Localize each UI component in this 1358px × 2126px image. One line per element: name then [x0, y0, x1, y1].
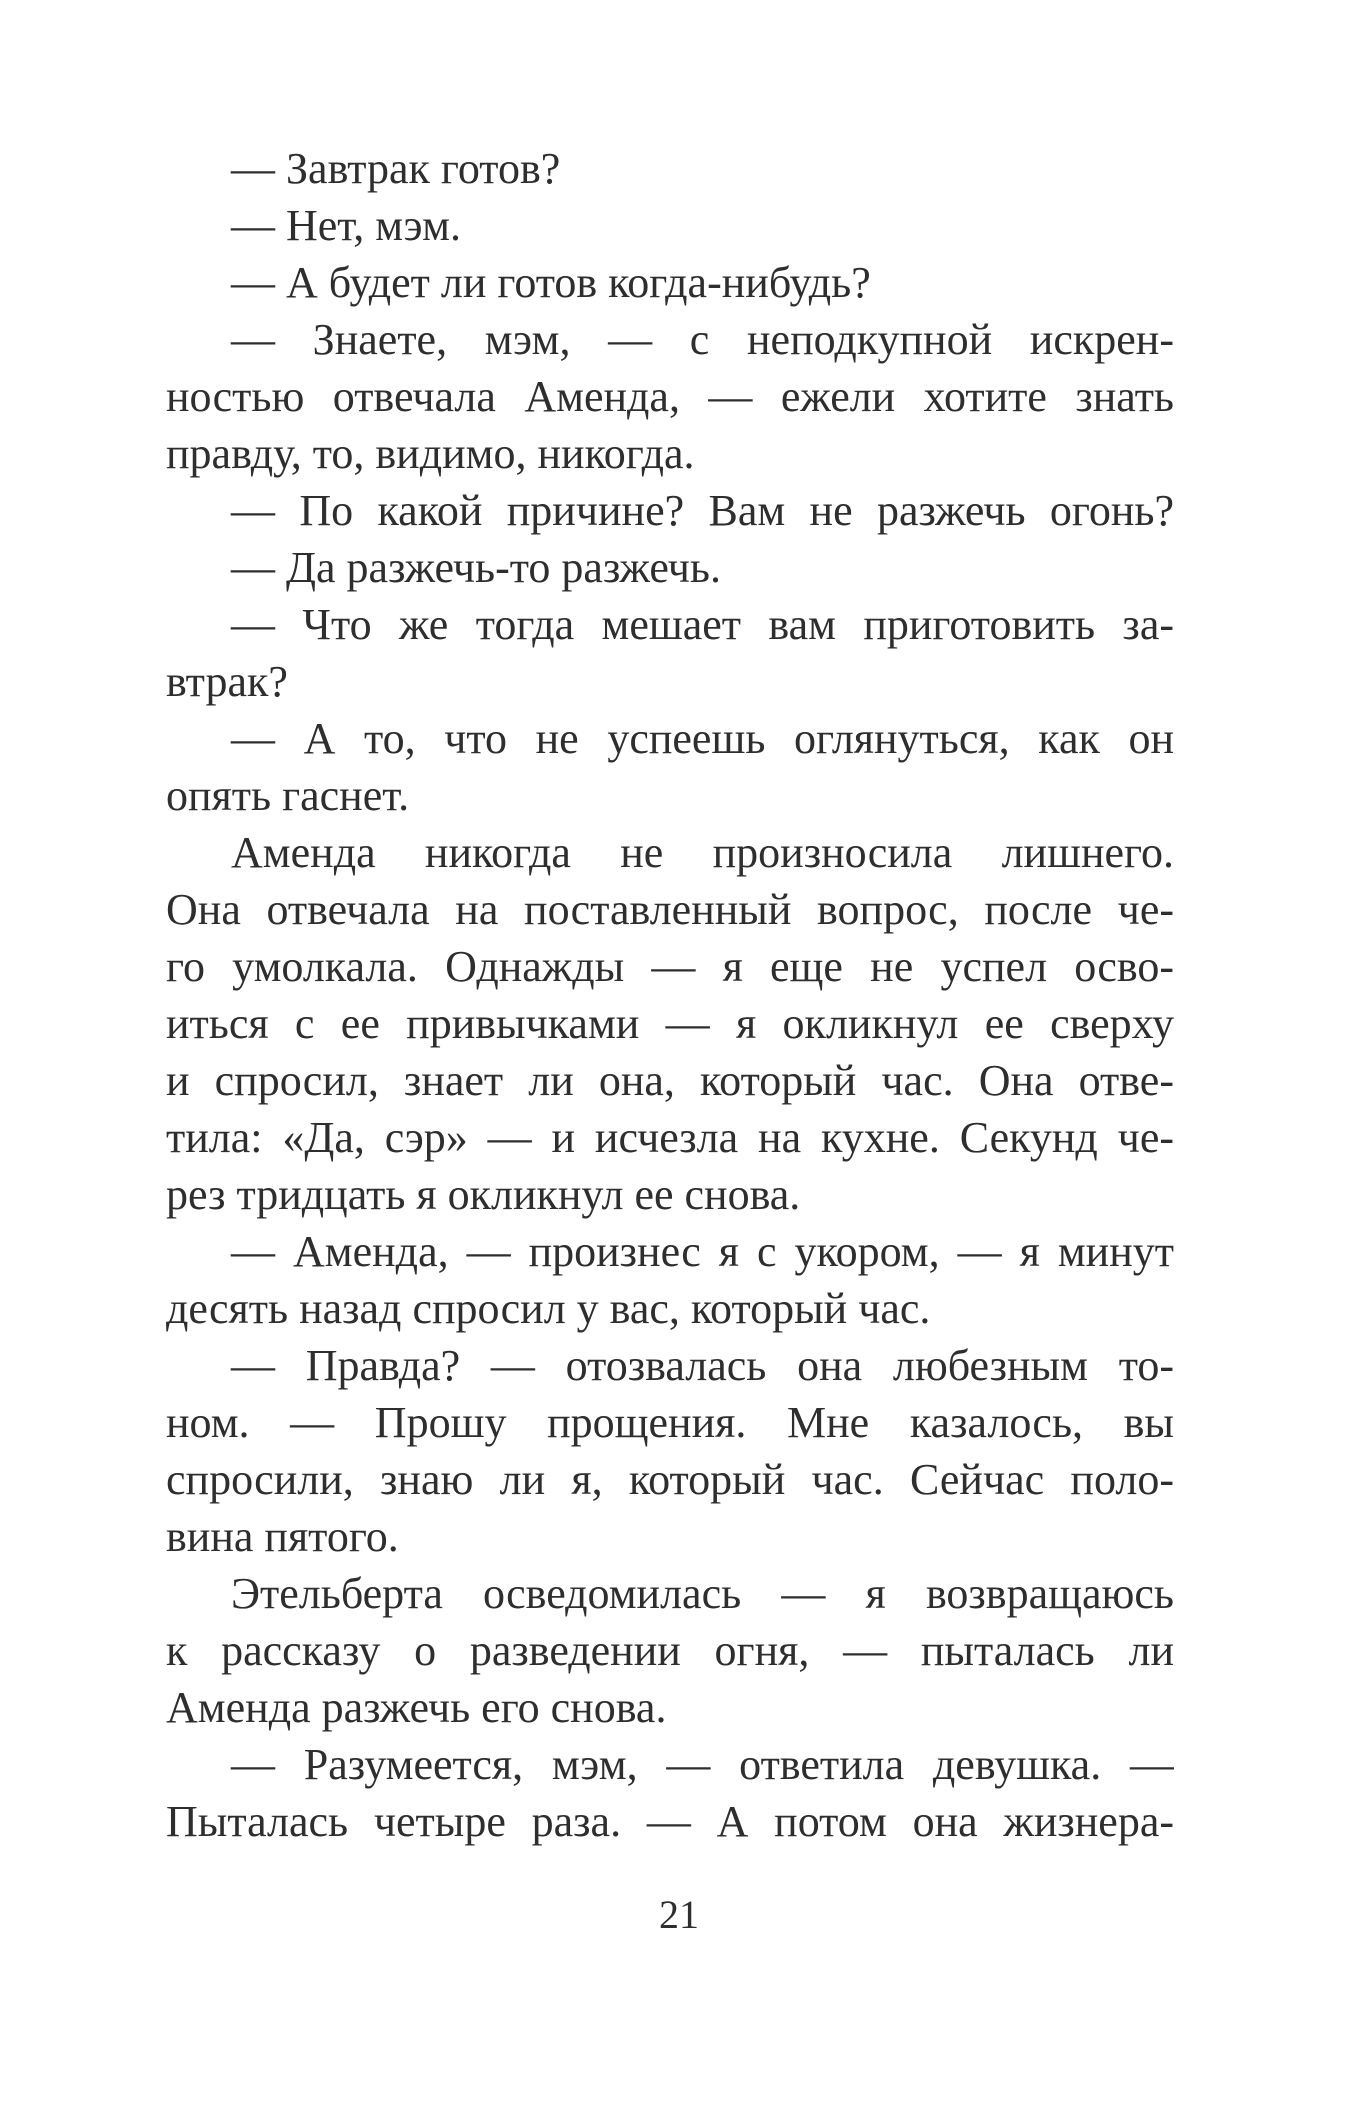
text-line: — Да разжечь-то разжечь.	[231, 543, 721, 592]
text-line: и спросил, знает ли она, который час. Она отве-	[166, 1056, 1174, 1105]
text-line: — Разумеется, мэм, — ответила девушка. —	[231, 1740, 1174, 1789]
text-line: — Завтрак готов?	[231, 144, 561, 193]
text-line: к рассказу о разведении огня, — пыталась ли	[166, 1626, 1174, 1675]
text-line: тила: «Да, сэр» — и исчезла на кухне. Секунд че-	[166, 1113, 1174, 1162]
text-line: Этельберта осведомилась — я возвращаюсь	[231, 1569, 1174, 1618]
text-line: — А то, что не успеешь оглянуться, как он	[231, 714, 1174, 763]
text-line: спросили, знаю ли я, который час. Сейчас поло-	[166, 1455, 1174, 1504]
text-line: ностью отвечала Аменда, — ежели хотите знать	[166, 372, 1174, 421]
text-line: — По какой причине? Вам не разжечь огонь?	[231, 486, 1174, 535]
text-line: — Нет, мэм.	[231, 201, 461, 250]
text-line: Аменда никогда не произносила лишнего.	[231, 828, 1174, 877]
text-line: иться с ее привычками — я окликнул ее сверху	[166, 999, 1174, 1048]
text-line: — Знаете, мэм, — с неподкупной искрен-	[231, 315, 1174, 364]
text-line: вина пятого.	[166, 1512, 399, 1561]
text-line: рез тридцать я окликнул ее снова.	[166, 1170, 801, 1219]
text-line: ном. — Прошу прощения. Мне казалось, вы	[166, 1398, 1174, 1447]
text-line: десять назад спросил у вас, который час.	[166, 1284, 931, 1333]
text-line: — Аменда, — произнес я с укором, — я минут	[231, 1227, 1174, 1276]
text-line: Пыталась четыре раза. — А потом она жизнера-	[166, 1797, 1174, 1846]
text-line: го умолкала. Однажды — я еще не успел осво-	[166, 942, 1174, 991]
text-line: Аменда разжечь его снова.	[166, 1683, 667, 1732]
text-line: — А будет ли готов когда-нибудь?	[231, 258, 871, 307]
page-number: 21	[659, 1892, 699, 1937]
text-line: опять гаснет.	[166, 771, 410, 820]
page-text	[166, 140, 1174, 1850]
text-line: Она отвечала на поставленный вопрос, после че-	[166, 885, 1174, 934]
text-line: втрак?	[166, 657, 288, 706]
text-line: — Правда? — отозвалась она любезным то-	[231, 1341, 1174, 1390]
text-line: — Что же тогда мешает вам приготовить за-	[231, 600, 1174, 649]
text-line: правду, то, видимо, никогда.	[166, 429, 695, 478]
